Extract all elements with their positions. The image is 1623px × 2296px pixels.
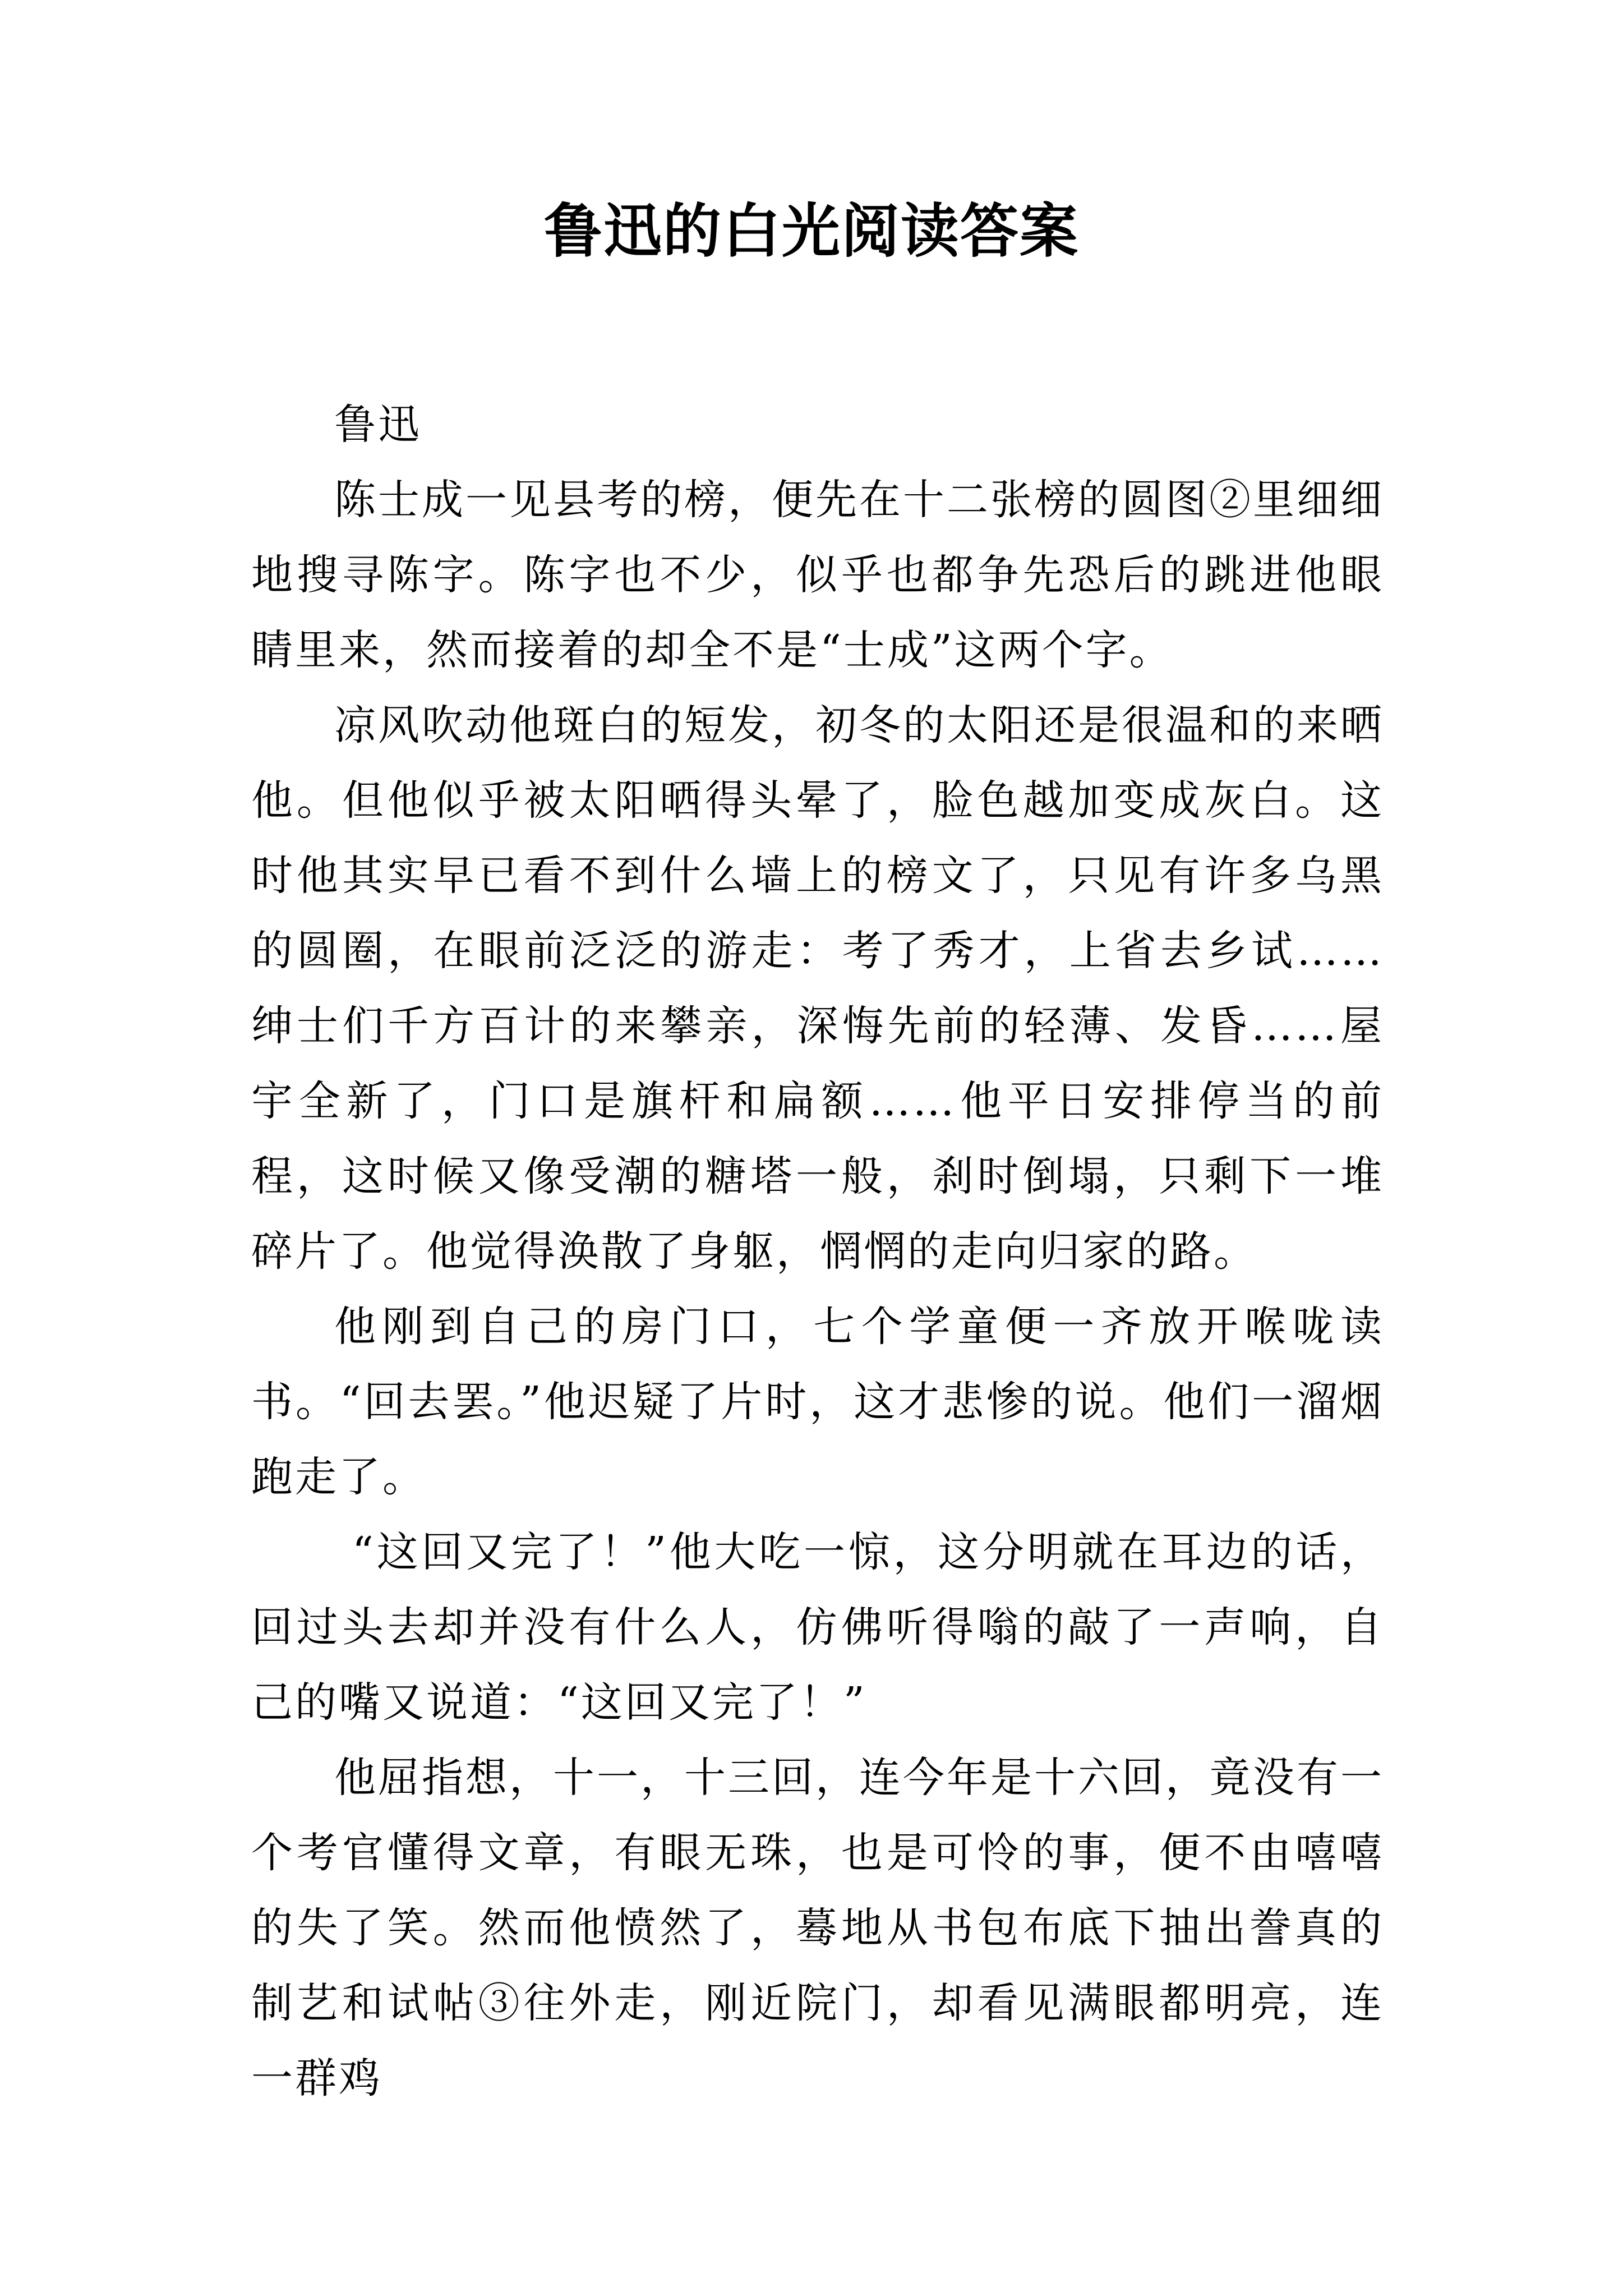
paragraph-1: 陈士成一见县考的榜，便先在十二张榜的圆图②里细细地搜寻陈字。陈字也不少，似乎也都争先恐后的跳进他眼睛里来，然而接着的却全不是“士成”这两个字。 — [251, 476, 1384, 674]
paragraph-2: 凉风吹动他斑白的短发，初冬的太阳还是很温和的来晒他。但他似乎被太阳晒得头晕了，脸色越加变成灰白。这时他其实早已看不到什么墙上的榜文了，只见有许多乌黑的圆圈，在眼前泛泛的游走：考了秀才，上省去乡试……绅士们千方百计的来攀亲，深悔先前的轻薄、发昏……屋宇全新了，门口是旗杆和扁额……他平日安排停当的前程，这时候又像受潮的糖塔一般，刹时倒塌，只剩下一堆碎片了。他觉得涣散了身躯，惘惘的走向归家的路。 — [251, 701, 1384, 1276]
paragraph-3: 他刚到自己的房门口，七个学童便一齐放开喉咙读书。“回去罢。”他迟疑了片时，这才悲惨的说。他们一溜烟跑走了。 — [251, 1303, 1384, 1501]
document-title: 鲁迅的白光阅读答案 — [543, 196, 1079, 265]
paragraph-4: “这回又完了！”他大吃一惊，这分明就在耳边的话，回过头去却并没有什么人，仿佛听得嗡的敲了一声响，自己的嘴又说道：“这回又完了！” — [251, 1528, 1384, 1727]
article-body — [251, 387, 1384, 2116]
author-line: 鲁迅 — [334, 401, 422, 449]
paragraph-5: 他屈指想，十一，十三回，连今年是十六回，竟没有一个考官懂得文章，有眼无珠，也是可怜的事，便不由嘻嘻的失了笑。然而他愤然了，蓦地从书包布底下抽出誊真的制艺和试帖③往外走，刚近院门，却看见满眼都明亮，连一群鸡 — [251, 1754, 1384, 2102]
